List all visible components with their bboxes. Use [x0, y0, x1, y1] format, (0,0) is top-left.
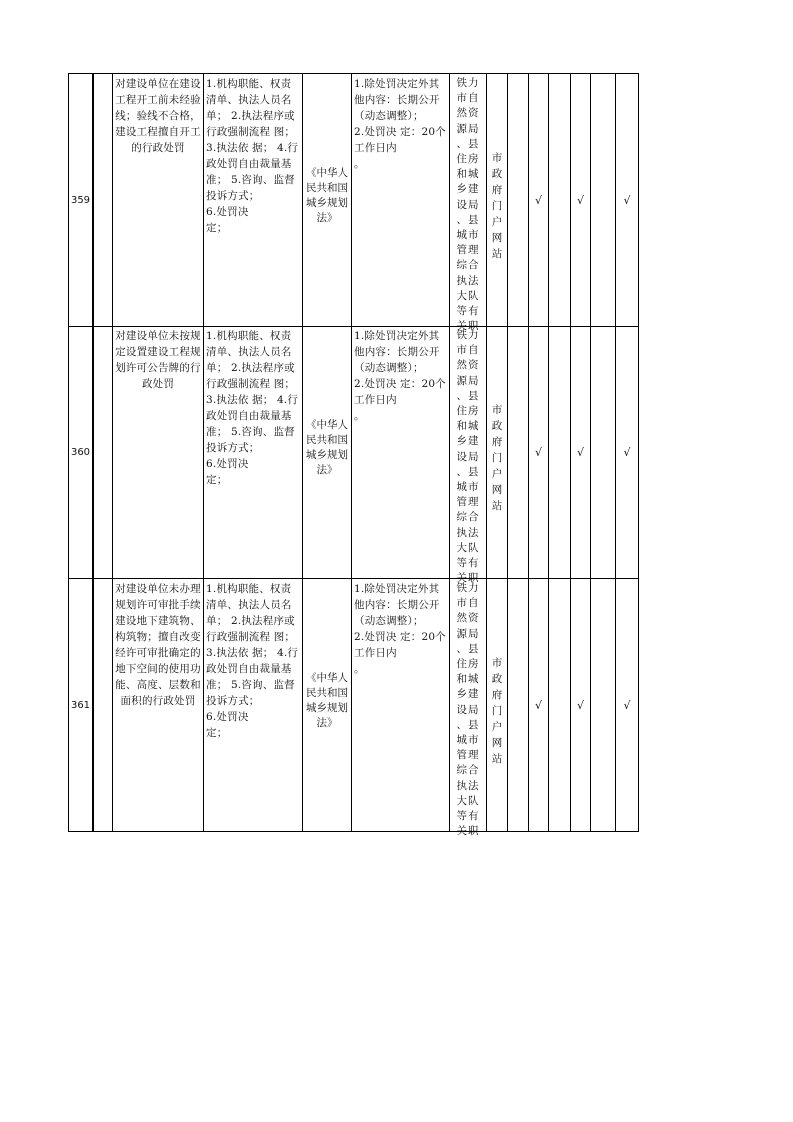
period-cell	[352, 74, 450, 326]
check-cell	[591, 579, 616, 831]
check-mark	[508, 326, 528, 578]
subject-text: 铁力 市自 然资 源局 、县 住房 和城 乡建 设局 、县 城市 管理 综合 执法 大队 等有 关职	[456, 582, 480, 838]
content-text: 1.机构职能、权责清单、执法人员名单； 2.执法程序或行政强制流程 图； 3.执法依 据； 4.行政处罚自由裁量基准； 5.咨询、监督投诉方式； 6.处罚决 定；	[206, 583, 299, 739]
check-cell	[591, 74, 616, 326]
item-text: 对建设单位未按规定设置建设工程规划许可公告牌的行政处罚	[115, 330, 201, 390]
law-cell	[303, 326, 352, 578]
check-cell	[616, 74, 639, 326]
subject-text: 铁力 市自 然资 源局 、县 住房 和城 乡建 设局 、县 城市 管理 综合 执法 大队 等有 关职	[456, 77, 480, 333]
law-cell	[303, 74, 352, 326]
check-mark: √	[576, 698, 584, 712]
period-text: 1.除处罚决定外其他内容：长期公开 （动态调整）； 2.处罚决 定：20个工作日内 。	[354, 583, 446, 675]
item-cell	[113, 579, 204, 831]
law-text: 《中华人民共和国城乡规划法》	[306, 167, 348, 224]
row-number: 360	[70, 446, 91, 458]
check-cell	[571, 326, 591, 578]
check-cell	[571, 579, 591, 831]
blank-cell	[93, 74, 113, 326]
check-cell	[529, 74, 549, 326]
check-mark	[591, 579, 615, 831]
content-text: 1.机构职能、权责清单、执法人员名单； 2.执法程序或行政强制流程 图； 3.执法依 据； 4.行政处罚自由裁量基准； 5.咨询、监督投诉方式； 6.处罚决 定；	[206, 330, 299, 486]
subject-cell	[450, 579, 487, 838]
check-mark	[591, 326, 615, 578]
channel-cell	[487, 74, 508, 326]
check-mark: √	[534, 193, 542, 207]
check-cell	[508, 579, 529, 831]
check-mark	[591, 74, 615, 326]
table-row	[68, 579, 639, 838]
subject-cell	[450, 74, 487, 333]
channel-text: 市 政 府 门 户 网 站	[491, 152, 503, 260]
check-mark: √	[534, 445, 542, 459]
check-mark: √	[534, 698, 542, 712]
period-cell	[352, 326, 450, 578]
check-mark: √	[623, 445, 631, 459]
check-mark: √	[623, 698, 631, 712]
law-text: 《中华人民共和国城乡规划法》	[306, 672, 348, 729]
check-cell	[616, 579, 639, 831]
blank-cell	[93, 579, 113, 831]
check-mark	[508, 74, 528, 326]
row-number-cell	[68, 74, 93, 326]
period-text: 1.除处罚决定外其他内容：长期公开 （动态调整）； 2.处罚决 定：20个工作日内 。	[354, 78, 446, 170]
subject-text: 铁力 市自 然资 源局 、县 住房 和城 乡建 设局 、县 城市 管理 综合 执法 大队 等有 关职	[456, 329, 480, 585]
check-cell	[616, 326, 639, 578]
period-text: 1.除处罚决定外其他内容：长期公开 （动态调整）； 2.处罚决 定：20个工作日内 。	[354, 330, 446, 422]
check-cell	[549, 326, 571, 578]
check-mark	[508, 579, 528, 831]
item-cell	[113, 326, 204, 578]
check-mark	[549, 579, 570, 831]
content-text: 1.机构职能、权责清单、执法人员名单； 2.执法程序或行政强制流程 图； 3.执法依 据； 4.行政处罚自由裁量基准； 5.咨询、监督投诉方式； 6.处罚决 定；	[206, 78, 299, 234]
check-cell	[529, 326, 549, 578]
period-cell	[352, 579, 450, 831]
subject-cell	[450, 326, 487, 585]
content-cell	[204, 74, 303, 326]
check-mark	[549, 74, 570, 326]
channel-cell	[487, 326, 508, 578]
channel-text: 市 政 府 门 户 网 站	[491, 657, 503, 765]
law-cell	[303, 579, 352, 831]
check-cell	[508, 326, 529, 578]
blank-cell	[93, 326, 113, 578]
check-cell	[529, 579, 549, 831]
table-row	[68, 326, 639, 585]
content-cell	[204, 326, 303, 578]
item-text: 对建设单位未办理规划许可审批手续建设地下建筑物、构筑物；擅自改变经许可审批确定的地下空间的使用功能、高度、层数和面积的行政处罚	[115, 583, 201, 707]
row-number-cell	[68, 579, 93, 831]
law-text: 《中华人民共和国城乡规划法》	[306, 419, 348, 476]
check-mark: √	[623, 193, 631, 207]
content-cell	[204, 579, 303, 831]
row-number: 361	[70, 699, 91, 711]
check-cell	[571, 74, 591, 326]
check-mark: √	[576, 445, 584, 459]
channel-cell	[487, 579, 508, 831]
check-cell	[508, 74, 529, 326]
check-mark	[549, 326, 570, 578]
item-text: 对建设单位在建设工程开工前未经验线；验线不合格，建设工程擅自开工的行政处罚	[115, 78, 201, 154]
check-mark: √	[576, 193, 584, 207]
channel-text: 市 政 府 门 户 网 站	[491, 404, 503, 512]
table-row	[68, 73, 639, 333]
check-cell	[549, 579, 571, 831]
check-cell	[549, 74, 571, 326]
check-cell	[591, 326, 616, 578]
row-number: 359	[70, 194, 91, 206]
row-number-cell	[68, 326, 93, 578]
item-cell	[113, 74, 204, 326]
